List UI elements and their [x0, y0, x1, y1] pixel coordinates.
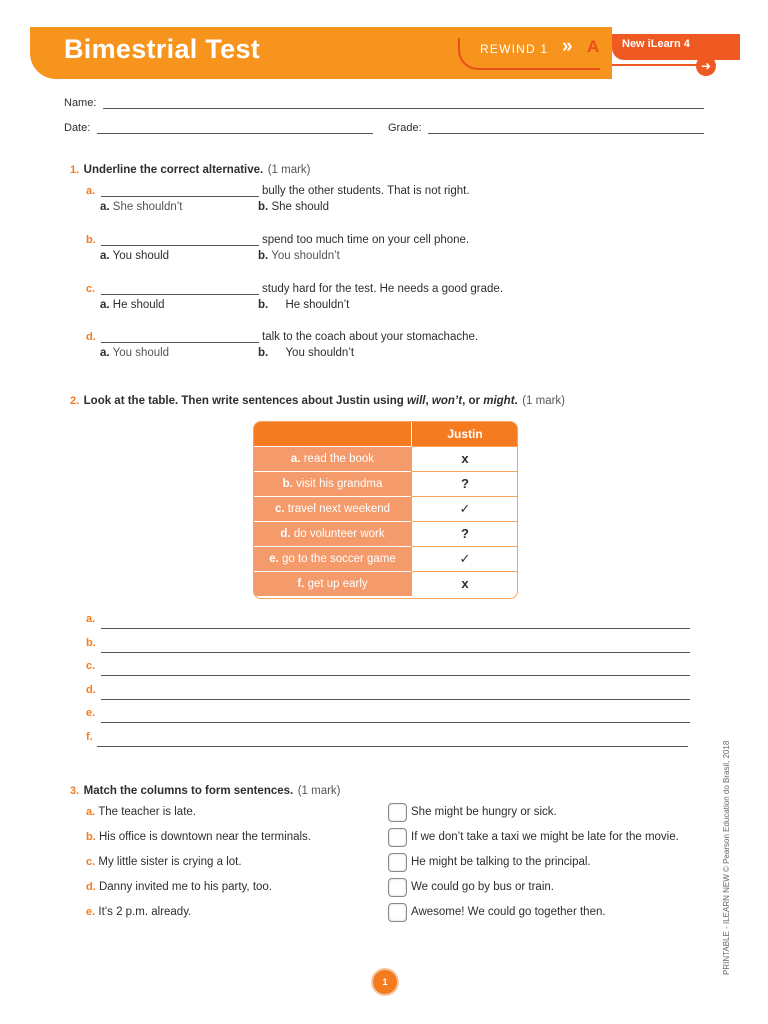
option-letter: b. [258, 201, 269, 213]
item-sentence: study hard for the test. He needs a good grade. [262, 283, 504, 295]
question-title: Match the columns to form sentences. [83, 785, 294, 797]
item-sentence: spend too much time on your cell phone. [262, 234, 470, 246]
answer-blank[interactable] [101, 245, 259, 246]
page-number: 1 [371, 968, 399, 996]
grade-field[interactable] [428, 133, 704, 134]
question-3-heading [70, 781, 341, 799]
option-letter: a. [100, 201, 110, 213]
match-checkbox[interactable] [388, 903, 407, 922]
item-text: It’s 2 p.m. already. [98, 906, 192, 918]
value-cell: x [411, 446, 518, 471]
row-letter: f. [297, 578, 305, 590]
option-letter: b. [258, 250, 269, 262]
title-end: . [514, 395, 518, 407]
activity-cell [254, 546, 411, 571]
answer-line[interactable] [101, 628, 690, 629]
value-cell: x [411, 571, 518, 596]
match-checkbox[interactable] [388, 803, 407, 822]
table-row [254, 571, 517, 596]
copyright-notice: PRINTABLE - ILEARN NEW © Pearson Education do Brasil, 2018 [722, 740, 731, 975]
question-2-heading [70, 391, 565, 409]
option-b[interactable] [258, 201, 329, 213]
table-row [254, 546, 517, 571]
activity-cell [254, 446, 411, 471]
double-chevron-icon: » [562, 36, 573, 57]
title-separator: , or [462, 395, 484, 407]
page-title: Bimestrial Test [64, 34, 261, 64]
title-keyword: won’t [431, 395, 463, 407]
row-letter: b. [282, 478, 293, 490]
option-letter: b. [258, 299, 269, 311]
right-column-item: He might be talking to the principal. [411, 856, 591, 868]
match-checkbox[interactable] [388, 853, 407, 872]
table-header-justin: Justin [411, 422, 518, 446]
item-text: My little sister is crying a lot. [98, 856, 242, 868]
answer-letter: a. [86, 613, 96, 625]
question-title [84, 395, 518, 407]
activity-text: do volunteer work [293, 528, 385, 540]
answer-letter: d. [86, 684, 96, 696]
row-letter: e. [269, 553, 279, 565]
question-title: Underline the correct alternative. [83, 164, 264, 176]
item-letter: e. [86, 906, 96, 918]
option-a[interactable] [100, 299, 165, 311]
option-text: He shouldn’t [285, 299, 350, 311]
answer-letter: c. [86, 660, 96, 672]
item-sentence: talk to the coach about your stomachache. [262, 331, 479, 343]
question-number: 2. [70, 395, 80, 407]
match-checkbox[interactable] [388, 828, 407, 847]
item-text: The teacher is late. [98, 806, 196, 818]
option-text: You shouldn’t [285, 347, 355, 359]
rewind-label: REWIND 1 [480, 42, 549, 56]
answer-letter: f. [86, 731, 93, 743]
item-text: His office is downtown near the terminals. [98, 831, 311, 843]
item-sentence: bully the other students. That is not right. [262, 185, 470, 197]
answer-line[interactable] [101, 675, 690, 676]
activity-text: visit his grandma [296, 478, 383, 490]
option-b[interactable] [258, 299, 349, 311]
option-b[interactable] [258, 347, 354, 359]
answer-line[interactable] [101, 722, 690, 723]
item-letter: c. [86, 856, 96, 868]
activity-cell [254, 571, 411, 596]
item-letter: b. [86, 831, 96, 843]
option-a[interactable] [100, 250, 169, 262]
justin-table [253, 421, 518, 599]
option-b[interactable] [258, 250, 340, 262]
grade-label: Grade: [388, 122, 422, 134]
left-column-item [86, 806, 196, 818]
date-field[interactable] [97, 133, 373, 134]
item-letter: d. [86, 881, 96, 893]
answer-blank[interactable] [101, 294, 259, 295]
left-column-item [86, 881, 272, 893]
question-mark-value: (1 mark) [522, 395, 565, 407]
value-cell: ? [411, 521, 518, 546]
activity-text: go to the soccer game [282, 553, 396, 565]
option-text: He should [112, 299, 165, 311]
value-cell: ✓ [411, 546, 518, 571]
row-letter: d. [280, 528, 291, 540]
title-separator: , [425, 395, 432, 407]
activity-text: get up early [307, 578, 368, 590]
question-mark-value: (1 mark) [267, 164, 311, 176]
question-number: 3. [70, 785, 80, 797]
question-1-heading [70, 160, 311, 178]
answer-letter: e. [86, 707, 96, 719]
item-letter: d. [86, 331, 96, 343]
right-column-item: If we don’t take a taxi we might be late for the movie. [411, 831, 679, 843]
answer-blank[interactable] [101, 196, 259, 197]
option-a[interactable] [100, 201, 183, 213]
activity-cell [254, 521, 411, 546]
item-letter: a. [86, 806, 96, 818]
title-keyword: will [406, 395, 426, 407]
name-label: Name: [64, 97, 97, 109]
activity-cell [254, 496, 411, 521]
item-letter: a. [86, 185, 96, 197]
answer-line[interactable] [101, 652, 690, 653]
table-row [254, 446, 517, 471]
activity-text: read the book [303, 453, 375, 465]
option-a[interactable] [100, 347, 169, 359]
option-text: She shouldn’t [112, 201, 183, 213]
table-row [254, 521, 517, 546]
option-text: You shouldn’t [271, 250, 340, 262]
test-version-letter: A [587, 37, 600, 56]
brand-label: New iLearn 4 [622, 38, 690, 50]
title-text: Look at the table. Then write sentences about Justin using [83, 395, 407, 407]
option-text: She should [271, 201, 329, 213]
item-text: Danny invited me to his party, too. [98, 881, 272, 893]
right-column-item: Awesome! We could go together then. [411, 906, 606, 918]
answer-line[interactable] [101, 699, 690, 700]
option-letter: b. [258, 347, 269, 359]
arrow-right-icon: ➜ [696, 56, 716, 76]
question-mark-value: (1 mark) [297, 785, 341, 797]
title-keyword: might [483, 395, 515, 407]
item-letter: c. [86, 283, 96, 295]
option-text: You should [112, 347, 170, 359]
row-letter: a. [290, 453, 301, 465]
item-letter: b. [86, 234, 96, 246]
value-cell: ✓ [411, 496, 518, 521]
row-letter: c. [274, 503, 285, 515]
activity-text: travel next weekend [287, 503, 391, 515]
date-label: Date: [64, 122, 91, 134]
left-column-item [86, 856, 242, 868]
option-letter: a. [100, 250, 110, 262]
activity-cell [254, 471, 411, 496]
answer-line[interactable] [97, 746, 688, 747]
brand-underline [612, 64, 708, 66]
value-cell: ? [411, 471, 518, 496]
table-header-blank [254, 422, 411, 446]
option-letter: a. [100, 347, 110, 359]
right-column-item: She might be hungry or sick. [411, 806, 557, 818]
name-field[interactable] [103, 108, 704, 109]
match-checkbox[interactable] [388, 878, 407, 897]
answer-blank[interactable] [101, 342, 259, 343]
left-column-item [86, 831, 311, 843]
table-row [254, 496, 517, 521]
table-row [254, 471, 517, 496]
answer-letter: b. [86, 637, 96, 649]
option-text: You should [112, 250, 170, 262]
option-letter: a. [100, 299, 110, 311]
left-column-item [86, 906, 191, 918]
question-number: 1. [70, 164, 80, 176]
right-column-item: We could go by bus or train. [411, 881, 554, 893]
